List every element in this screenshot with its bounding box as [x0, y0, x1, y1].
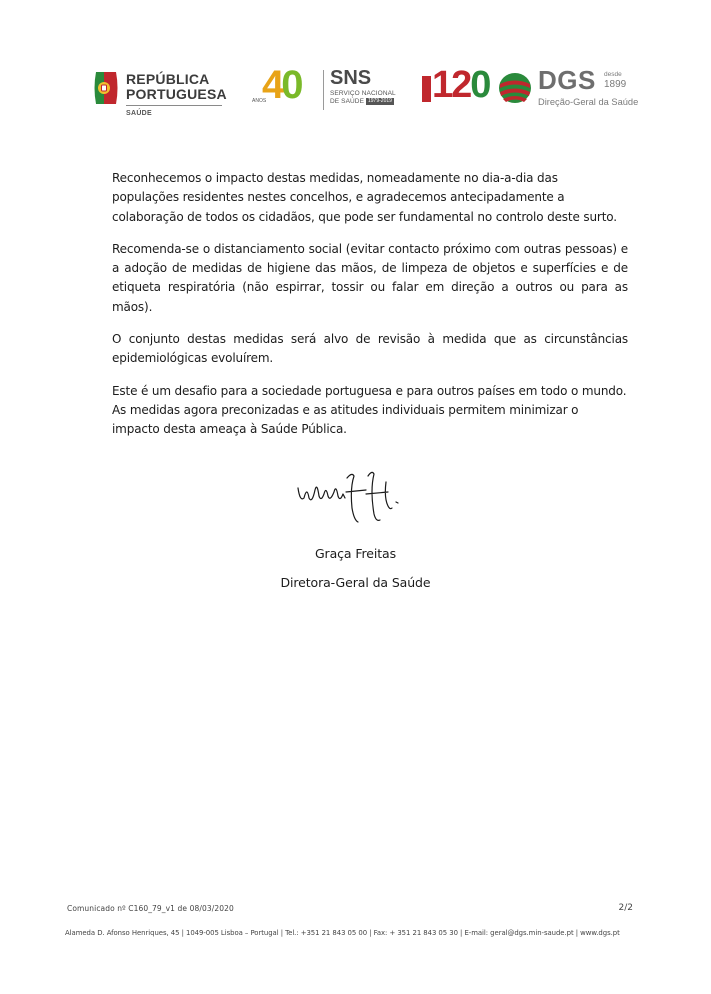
dgs-since-label: desde	[604, 71, 622, 78]
portuguesa-text: PORTUGUESA	[126, 86, 227, 102]
paragraph-challenge: Este é um desafio para a sociedade portuguesa e para outros países em todo o mundo. As medidas agora preconizadas e as atitudes individuais permitem minimizar o impacto desta ameaça à Saúde Pública.	[112, 383, 627, 437]
page-number: 2/2	[618, 903, 633, 913]
dgs-logo	[538, 65, 639, 112]
sns-subtitle-1: SERVIÇO NACIONAL	[330, 90, 396, 97]
anos-ribbon	[422, 76, 431, 102]
anos-label: ANOS	[252, 98, 267, 104]
sns-logo	[330, 68, 400, 112]
dgs-title: DGS	[538, 65, 596, 95]
dgs-since-year: 1899	[604, 79, 627, 90]
republica-portuguesa-logo	[92, 68, 232, 120]
dgs-emblem-icon	[498, 71, 532, 105]
logo-divider	[126, 105, 222, 106]
sns-40-years-logo	[252, 63, 318, 110]
signatory-name: Graça Freitas	[314, 546, 397, 561]
signatory-role: Diretora-Geral da Saúde	[280, 575, 431, 590]
republica-text: REPÚBLICA	[126, 71, 210, 87]
logo-separator	[323, 70, 324, 110]
letter-body	[112, 169, 628, 453]
communique-reference: Comunicado nº C160_79_v1 de 08/03/2020	[67, 904, 234, 913]
paragraph-recommendations: Recomenda-se o distanciamento social (evitar contacto próximo com outras pessoas) e a adoção de medidas de higiene das mãos, de limpeza de objetos e superfícies e de etiqueta respiratória (não espirrar, tossir ou falar em direção a outros ou para as mãos).	[112, 241, 628, 314]
portuguese-flag-emblem-icon	[92, 70, 120, 106]
handwritten-signature	[292, 468, 422, 526]
sns-title: SNS	[330, 67, 372, 89]
forty-number: 40	[262, 63, 301, 107]
footer-address: Alameda D. Afonso Henriques, 45 | 1049-005 Lisboa – Portugal | Tel.: +351 21 843 05 00 | Fax: + 351 21 843 05 30 | E-mail: geral@dgs.min-saude.pt | www.dgs.pt	[65, 929, 620, 937]
paragraph-revision: O conjunto destas medidas será alvo de revisão à medida que as circunstâncias epidemiológicas evoluírem.	[112, 332, 628, 366]
one-twenty-number: 120	[432, 64, 490, 106]
sns-years-badge: 1979-2019	[368, 98, 392, 104]
dgs-subtitle: Direção-Geral da Saúde	[538, 97, 639, 107]
paragraph-impact: Reconhecemos o impacto destas medidas, nomeadamente no dia-a-dia das populações residentes nestes concelhos, e agradecemos antecipadamente a colaboração de todos os cidadãos, que pode ser fundamental no controlo deste surto.	[112, 171, 617, 224]
sns-subtitle-2: DE SAÚDE	[330, 98, 365, 105]
dgs-120-years-logo	[422, 66, 532, 112]
letterhead	[92, 63, 639, 124]
saude-text: SAÚDE	[126, 110, 153, 117]
